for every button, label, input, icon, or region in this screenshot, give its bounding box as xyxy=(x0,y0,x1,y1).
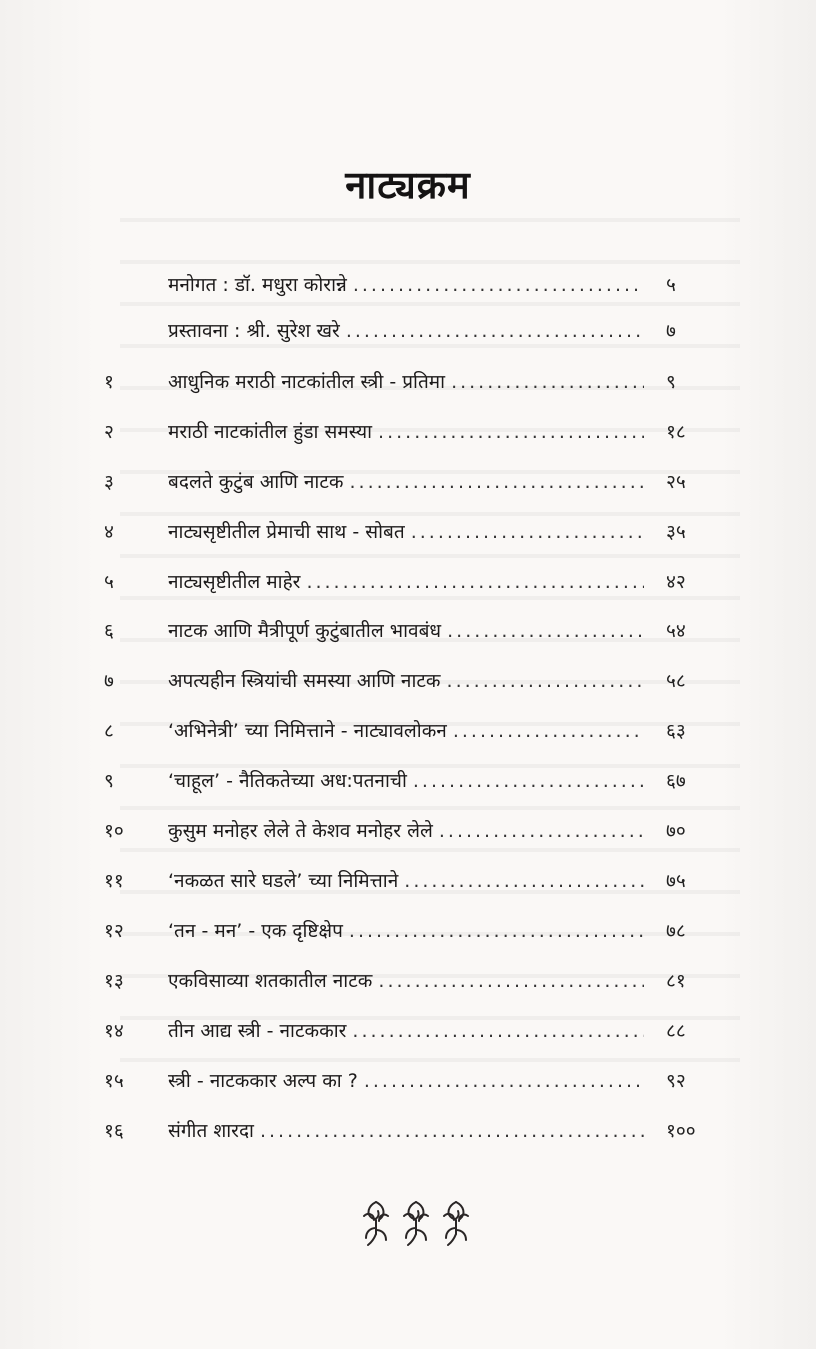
toc-number: ११ xyxy=(104,870,124,892)
toc-entry xyxy=(168,1061,644,1101)
toc-page-number: ४२ xyxy=(666,571,686,593)
toc-number: २ xyxy=(104,421,114,443)
dot-leader xyxy=(352,1011,644,1051)
toc-row xyxy=(0,462,816,502)
toc-number: ६ xyxy=(104,620,114,642)
toc-number: ५ xyxy=(104,571,114,593)
toc-number: १२ xyxy=(104,920,124,942)
dot-leader xyxy=(378,412,644,452)
dot-leader xyxy=(439,811,644,851)
toc-number: ९ xyxy=(104,770,114,792)
toc-number: ३ xyxy=(104,471,114,493)
toc-number: १४ xyxy=(104,1020,124,1042)
toc-page-number: १०० xyxy=(666,1120,696,1142)
toc-number: ४ xyxy=(104,521,114,543)
toc-entry xyxy=(168,661,644,701)
toc-entry xyxy=(168,911,644,951)
toc-row xyxy=(0,311,816,351)
toc-row xyxy=(0,661,816,701)
dot-leader xyxy=(447,611,644,651)
toc-row xyxy=(0,1011,816,1051)
toc-row xyxy=(0,811,816,851)
toc-row xyxy=(0,911,816,951)
floral-ornament-icon xyxy=(358,1196,394,1248)
toc-row xyxy=(0,761,816,801)
toc-row xyxy=(0,412,816,452)
toc-number: १३ xyxy=(104,970,124,992)
toc-entry xyxy=(168,811,644,851)
dot-leader xyxy=(349,911,644,951)
dot-leader xyxy=(411,512,644,552)
toc-page-number: २५ xyxy=(666,471,686,493)
toc-page-number: ५ xyxy=(666,274,676,296)
page-title: नाट्यक्रम xyxy=(345,163,471,207)
toc-entry xyxy=(168,611,644,651)
toc-page-number: ८१ xyxy=(666,970,686,992)
toc-entry xyxy=(168,512,644,552)
dot-leader xyxy=(350,462,645,502)
toc-page-number: ५४ xyxy=(666,620,686,642)
toc-entry xyxy=(168,562,644,602)
toc-entry-title: बदलते कुटुंब आणि नाटक xyxy=(168,471,344,493)
dot-leader xyxy=(260,1111,644,1151)
dot-leader xyxy=(353,265,644,305)
floral-ornament-icon xyxy=(438,1196,474,1248)
dot-leader xyxy=(451,362,644,402)
toc-entry-title: ‘चाहूल’ - नैतिकतेच्या अध:पतनाची xyxy=(168,770,407,792)
dot-leader xyxy=(413,761,644,801)
toc-entry-title: ‘नकळत सारे घडले’ च्या निमित्ताने xyxy=(168,870,399,892)
toc-entry-title: कुसुम मनोहर लेले ते केशव मनोहर लेले xyxy=(168,820,433,842)
toc-entry-title: ‘तन - मन’ - एक दृष्टिक्षेप xyxy=(168,920,343,942)
toc-number: ८ xyxy=(104,720,114,742)
toc-entry-title: एकविसाव्या शतकातील नाटक xyxy=(168,970,373,992)
dot-leader xyxy=(404,861,644,901)
toc-entry xyxy=(168,861,644,901)
dot-leader xyxy=(306,562,644,602)
toc-entry-title: नाट्यसृष्टीतील प्रेमाची साथ - सोबत xyxy=(168,521,405,543)
toc-row xyxy=(0,562,816,602)
dot-leader xyxy=(453,711,644,751)
toc-entry-title: नाट्यसृष्टीतील माहेर xyxy=(168,571,301,593)
toc-entry-title: स्त्री - नाटककार अल्प का ? xyxy=(168,1070,358,1092)
dot-leader xyxy=(364,1061,644,1101)
toc-entry xyxy=(168,265,644,305)
toc-page-number: ३५ xyxy=(666,521,686,543)
toc-row xyxy=(0,265,816,305)
toc-number: १६ xyxy=(104,1120,124,1142)
toc-page-number: ७ xyxy=(666,320,676,342)
toc-page-number: ६७ xyxy=(666,770,686,792)
toc-page-number: ५८ xyxy=(666,670,686,692)
toc-row xyxy=(0,512,816,552)
toc-entry-title: तीन आद्य स्त्री - नाटककार xyxy=(168,1020,347,1042)
toc-number: १० xyxy=(104,820,124,842)
toc-entry xyxy=(168,1011,644,1051)
toc-row xyxy=(0,1111,816,1151)
floral-ornament-icon xyxy=(398,1196,434,1248)
toc-entry-title: प्रस्तावना : श्री. सुरेश खरे xyxy=(168,320,340,342)
toc-page-number: १८ xyxy=(666,421,686,443)
toc-entry xyxy=(168,961,644,1001)
toc-row xyxy=(0,861,816,901)
toc-entry xyxy=(168,761,644,801)
toc-entry xyxy=(168,412,644,452)
dot-leader xyxy=(447,661,644,701)
toc-entry-title: नाटक आणि मैत्रीपूर्ण कुटुंबातील भावबंध xyxy=(168,620,442,642)
toc-row xyxy=(0,362,816,402)
toc-entry xyxy=(168,311,644,351)
toc-page-number: ९ xyxy=(666,371,676,393)
toc-number: १ xyxy=(104,371,114,393)
toc-entry xyxy=(168,711,644,751)
toc-page-number: ७८ xyxy=(666,920,686,942)
dot-leader xyxy=(346,311,644,351)
toc-entry-title: ‘अभिनेत्री’ च्या निमित्ताने - नाट्यावलोकन xyxy=(168,720,447,742)
toc-entry-title: आधुनिक मराठी नाटकांतील स्त्री - प्रतिमा xyxy=(168,371,446,393)
toc-entry xyxy=(168,1111,644,1151)
toc-entry-title: मराठी नाटकांतील हुंडा समस्या xyxy=(168,421,373,443)
toc-row xyxy=(0,1061,816,1101)
toc-entry xyxy=(168,462,644,502)
toc-page-number: ७५ xyxy=(666,870,686,892)
toc-row xyxy=(0,961,816,1001)
toc-row xyxy=(0,711,816,751)
dot-leader xyxy=(378,961,644,1001)
toc-number: १५ xyxy=(104,1070,124,1092)
toc-row xyxy=(0,611,816,651)
toc-entry-title: संगीत शारदा xyxy=(168,1120,254,1142)
toc-page-number: ७० xyxy=(666,820,686,842)
toc-entry xyxy=(168,362,644,402)
toc-entry-title: मनोगत : डॉ. मधुरा कोरान्ने xyxy=(168,274,347,296)
floral-ornament xyxy=(358,1196,474,1252)
toc-page-number: ८८ xyxy=(666,1020,686,1042)
toc-entry-title: अपत्यहीन स्त्रियांची समस्या आणि नाटक xyxy=(168,670,441,692)
toc-page-number: ६३ xyxy=(666,720,686,742)
toc-page-number: ९२ xyxy=(666,1070,686,1092)
toc-number: ७ xyxy=(104,670,114,692)
